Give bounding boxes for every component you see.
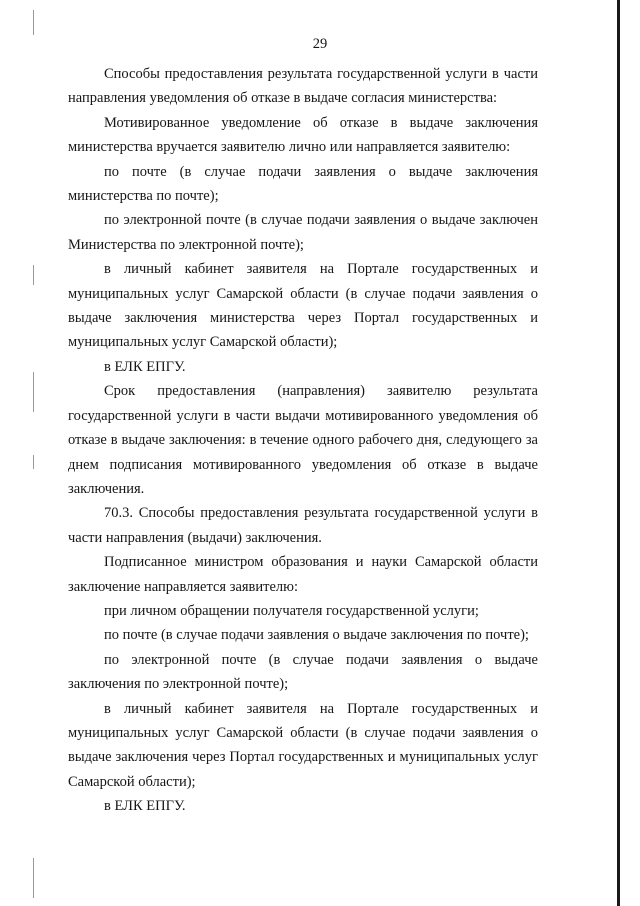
- list-item-personal-account: в личный кабинет заявителя на Портале государственных и муниципальных услуг Самарской области (в случае подачи заявления о выдаче заключения министерства через Портал государственных и муниципальных услуг Самарской области);: [68, 261, 538, 351]
- paragraph-deadline: Срок предоставления (направления) заявителю результата государственной услуги в части выдачи мотивированного уведомления об отказе в выдаче заключения: в течение одного рабочего дня, следующего за днем подписания мотивированного уведомления об отказе в выдаче заключения.: [68, 383, 538, 497]
- list-item-by-email: по электронной почте (в случае подачи заявления о выдаче заключен Министерства по электронной почте);: [68, 212, 538, 253]
- page-number: 29: [312, 36, 328, 52]
- scan-margin-mark: [33, 265, 34, 285]
- list-item-personal-account: в личный кабинет заявителя на Портале государственных и муниципальных услуг Самарской области (в случае подачи заявления о выдаче заключения через Портал государственных и муниципальных услуг Самарской области);: [68, 700, 538, 790]
- scan-border-right: [617, 0, 620, 906]
- paragraph-signed-conclusion: Подписанное министром образования и науки Самарской области заключение направляется заявителю:: [68, 554, 538, 595]
- paragraph-section-70-3: 70.3. Способы предоставления результата государственной услуги в части направления (выдачи) заключения.: [68, 505, 538, 546]
- list-item-by-post: по почте (в случае подачи заявления о выдаче заключения министерства по почте);: [68, 163, 538, 205]
- list-item-in-person: при личном обращении получателя государственной услуги;: [104, 602, 479, 619]
- document-body: [68, 62, 538, 819]
- list-item-by-post: по почте (в случае подачи заявления о выдаче заключения по почте);: [104, 627, 529, 644]
- list-item-by-email: по электронной почте (в случае подачи заявления о выдаче заключения по электронной почте);: [68, 651, 538, 693]
- list-item-elk-epgu: в ЕЛК ЕПГУ.: [104, 798, 186, 815]
- scan-margin-mark: [33, 455, 34, 469]
- scan-margin-mark: [33, 858, 34, 898]
- paragraph-results-methods-refusal: Способы предоставления результата государственной услуги в части направления уведомления об отказе в выдаче согласия министерства:: [68, 66, 538, 107]
- scan-margin-mark: [33, 372, 34, 412]
- paragraph-refusal-notice: Мотивированное уведомление об отказе в выдаче заключения министерства вручается заявителю лично или направляется заявителю:: [68, 114, 538, 156]
- list-item-elk-epgu: в ЕЛК ЕПГУ.: [104, 358, 186, 375]
- scan-margin-mark: [33, 10, 34, 35]
